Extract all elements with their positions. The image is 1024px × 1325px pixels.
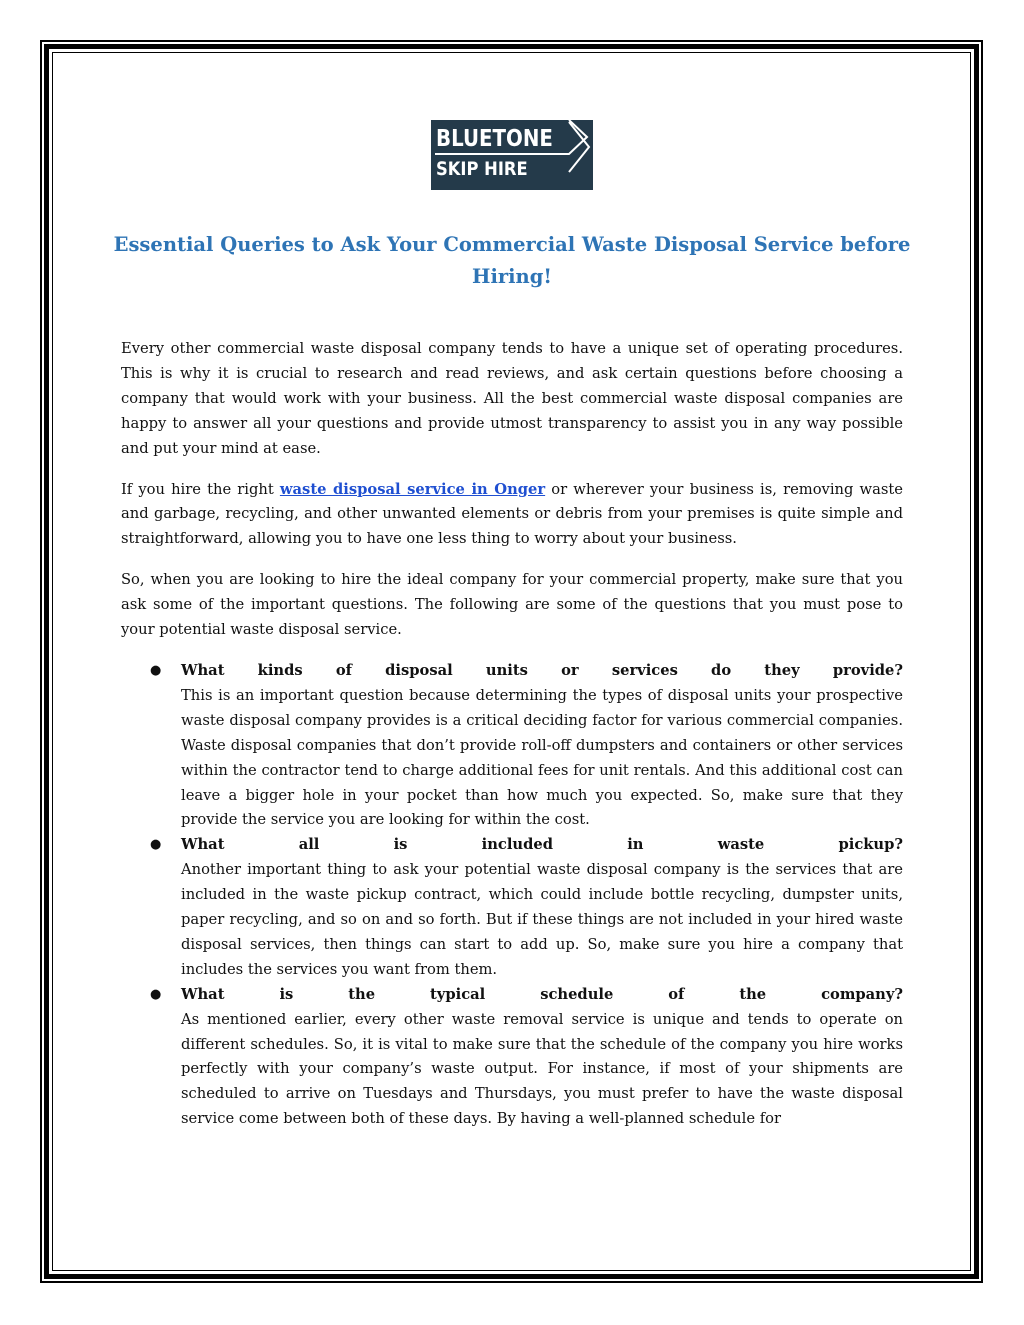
list-item [121,833,903,982]
document-title: Essential Queries to Ask Your Commercial Waste Disposal Service before Hiring! [113,233,911,288]
waste-disposal-link[interactable]: waste disposal service in Onger [279,480,546,498]
bullet-icon: ● [150,837,162,853]
second-paragraph [121,478,903,553]
question-heading: What is the typical schedule of the company? [181,985,903,1003]
question-answer: As mentioned earlier, every other waste removal service is unique and tends to operate on different schedules. So, it is vital to make sure that the schedule of the company you hire works perfectly with your company’s waste output. For instance, if most of your shipments are scheduled to arrive on Tuesdays and Thursdays, you must prefer to have the waste disposal service come between both of these days. By having a well-planned schedule for [181,1010,903,1128]
list-item [121,659,903,833]
paragraph-text: If you hire the right [121,480,280,498]
logo-text-tagline: SKIP HIRE [436,158,528,180]
bullet-icon: ● [150,986,162,1002]
question-answer: This is an important question because determining the types of disposal units your prospective waste disposal company provides is a critical deciding factor for various commercial companies. Waste disposal companies that don’t provide roll-off dumpsters and containers or other services within the contractor tend to charge additional fees for unit rentals. And this additional cost can leave a bigger hole in your pocket than how much you expected. So, make sure that they provide the service you are looking for within the cost. [181,686,903,829]
bullet-icon: ● [150,662,162,678]
question-heading: What all is included in waste pickup? [181,836,903,854]
document-body [121,337,903,1132]
logo-text-brand: BLUETONE [436,126,553,152]
question-answer: Another important thing to ask your potential waste disposal company is the services that are included in the waste pickup contract, which could include bottle recycling, dumpster units, paper recycling, and so on and so forth. But if these things are not included in your hired waste disposal services, then things can start to add up. So, make sure you hire a company that includes the services you want from them. [181,861,903,978]
company-logo [431,120,593,190]
list-item [121,983,903,1132]
third-paragraph: So, when you are looking to hire the ideal company for your commercial property, make sure that you ask some of the important questions. The following are some of the questions that you must pose to your potential waste disposal service. [121,571,903,639]
intro-paragraph: Every other commercial waste disposal company tends to have a unique set of operating procedures. This is why it is crucial to research and read reviews, and ask certain questions before choosing a company that would work with your business. All the best commercial waste disposal companies are happy to answer all your questions and provide utmost transparency to assist you in any way possible and put your mind at ease. [121,340,903,457]
question-list [121,659,903,1132]
question-heading: What kinds of disposal units or services do they provide? [181,661,903,679]
paragraph-text: or wherever your business is, removing waste and garbage, recycling, and other unwanted elements or debris from your premises is quite simple and straightforward, allowing you to have one less thing to worry about your business. [121,480,903,548]
